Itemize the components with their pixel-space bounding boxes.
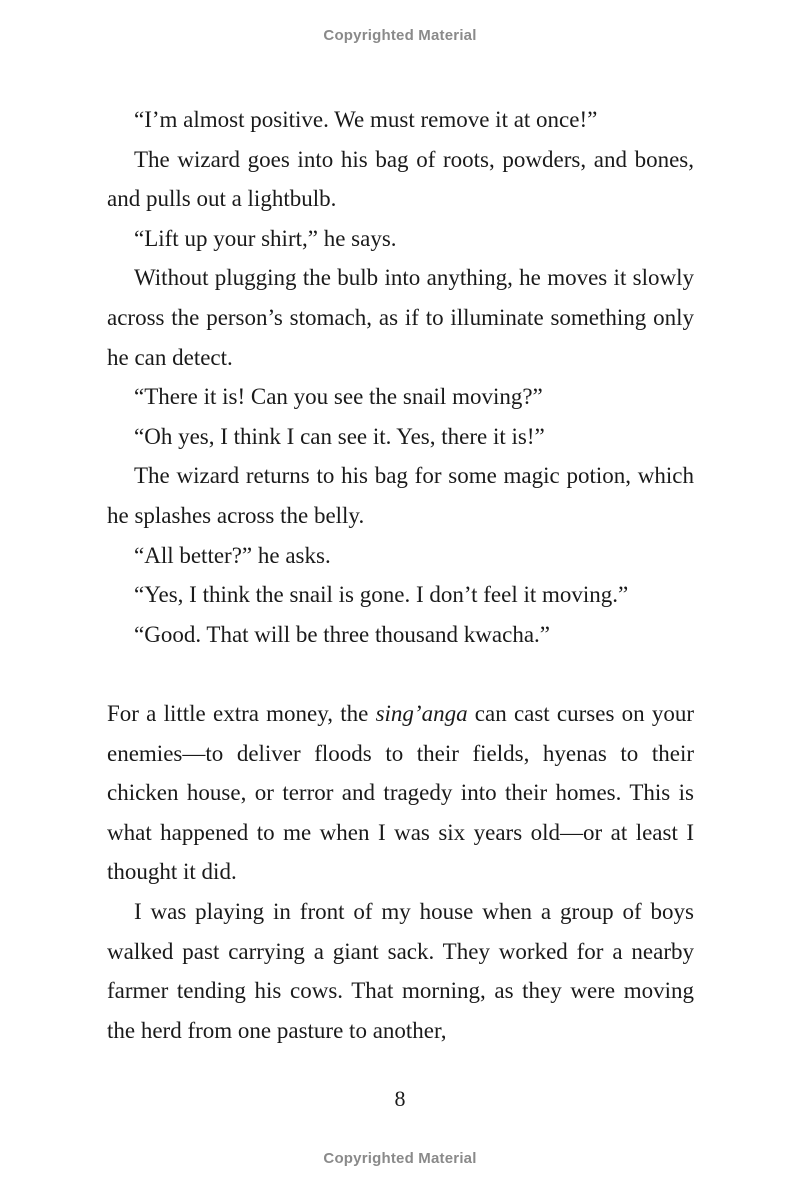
paragraph: Without plugging the bulb into anything, he moves it slowly across the person’s stomach, as if to illuminate something only he can detect. (107, 265, 694, 370)
page-number: 8 (394, 1086, 406, 1111)
paragraph: “Yes, I think the snail is gone. I don’t feel it moving.” (134, 582, 629, 608)
paragraph: “All better?” he asks. (134, 542, 331, 568)
paragraph: “Good. That will be three thousand kwacha.” (134, 621, 550, 647)
paragraph: “There it is! Can you see the snail moving?” (134, 384, 543, 410)
italic-term: sing’anga (375, 701, 468, 726)
paragraph: “I’m almost positive. We must remove it at once!” (134, 107, 598, 132)
copyright-watermark-bottom: Copyrighted Material (323, 1150, 477, 1167)
narrative-section (107, 694, 694, 1050)
dialogue-passage (107, 100, 694, 654)
paragraph: “Oh yes, I think I can see it. Yes, there it is!” (134, 423, 545, 449)
copyright-watermark-top: Copyrighted Material (323, 27, 477, 44)
paragraph: I was playing in front of my house when a group of boys walked past carrying a giant sack. They worked for a nearby farmer tending his cows. That morning, as they were moving the herd from one pasture to another, (107, 898, 694, 1043)
paragraph: The wizard goes into his bag of roots, powders, and bones, and pulls out a lightbulb. (107, 146, 694, 212)
paragraph: “Lift up your shirt,” he says. (134, 225, 397, 251)
text-run: For a little extra money, the (107, 701, 376, 726)
paragraph: The wizard returns to his bag for some magic potion, which he splashes across the belly. (107, 463, 694, 528)
section-opening-paragraph (107, 694, 694, 892)
text-run: can cast curses on your enemies—to deliver floods to their fields, hyenas to their chicken house, or terror and tragedy into their homes. This is what happened to me when I was six years old—or at least I thought it did. (107, 701, 694, 885)
